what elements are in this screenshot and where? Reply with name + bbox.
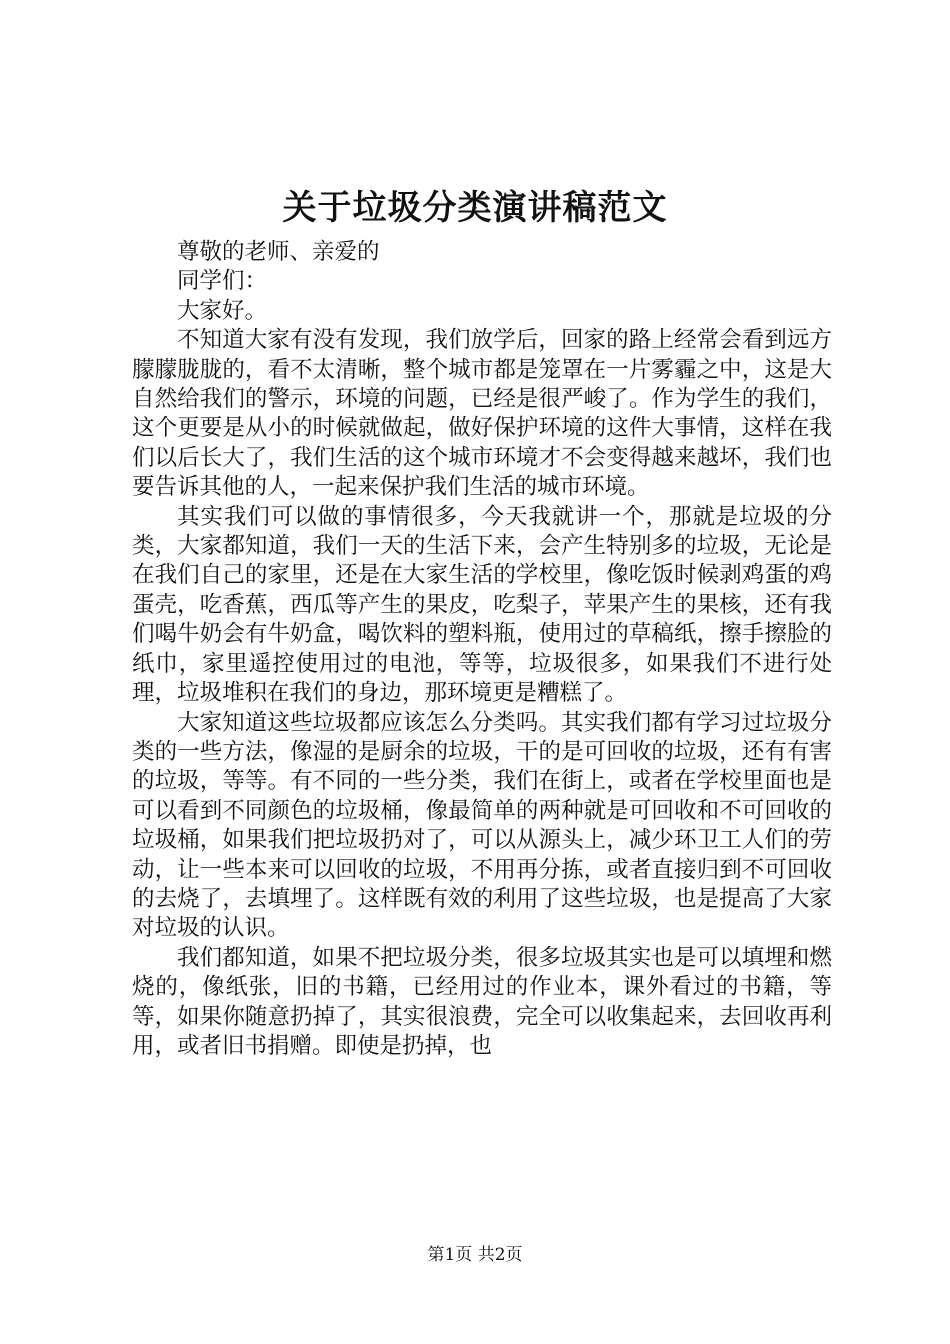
greeting: 大家好。 — [177, 297, 268, 324]
salutation-line-1: 尊敬的老师、亲爱的 — [177, 239, 380, 265]
document-title: 关于垃圾分类演讲稿范文 — [282, 188, 668, 228]
paragraph: 不知道大家有没有发现，我们放学后，回家的路上经常会看到远方朦朦胧胧的，看不太清晰，整个城市都是笼罩在一片雾霾之中，这是大自然给我们的警示，环境的问题，已经是很严峻了。作为学生的我们，这个更要是从小的时候就做起，做好保护环境的这件大事情，这样在我们以后长大了，我们生活的这个城市环境才不会变得越来越坏，我们也要告诉其他的人，一起来保护我们生活的城市环境。 — [132, 327, 832, 501]
paragraph: 大家知道这些垃圾都应该怎么分类吗。其实我们都有学习过垃圾分类的一些方法，像湿的是厨余的垃圾，干的是可回收的垃圾，还有有害的垃圾，等等。有不同的一些分类，我们在街上，或者在学校里面也是可以看到不同颜色的垃圾桶，像最简单的两种就是可回收和不可回收的垃圾桶，如果我们把垃圾扔对了，可以从源头上，减少环卫工人们的劳动，让一些本来可以回收的垃圾，不用再分拣，或者直接归到不可回收的去烧了，去填埋了。这样既有效的利用了这些垃圾，也是提高了大家对垃圾的认识。 — [132, 709, 832, 942]
paragraph: 其实我们可以做的事情很多，今天我就讲一个，那就是垃圾的分类，大家都知道，我们一天的生活下来，会产生特别多的垃圾，无论是在我们自己的家里，还是在大家生活的学校里，像吃饭时候剥鸡蛋的鸡蛋壳，吃香蕉，西瓜等产生的果皮，吃梨子，苹果产生的果核，还有我们喝牛奶会有牛奶盒，喝饮料的塑料瓶，使用过的草稿纸，擦手擦脸的纸巾，家里遥控使用过的电池，等等，垃圾很多，如果我们不进行处理，垃圾堆积在我们的身边，那环境更是糟糕了。 — [132, 503, 832, 707]
paragraph: 我们都知道，如果不把垃圾分类，很多垃圾其实也是可以填埋和燃烧的，像纸张，旧的书籍，已经用过的作业本，课外看过的书籍，等等，如果你随意扔掉了，其实很浪费，完全可以收集起来，去回收再利用，或者旧书捐赠。即使是扔掉，也 — [132, 944, 832, 1059]
document-body — [132, 238, 832, 1061]
salutation-line-2: 同学们： — [177, 268, 268, 295]
page-number-footer: 第1页 共2页 — [427, 1245, 523, 1265]
